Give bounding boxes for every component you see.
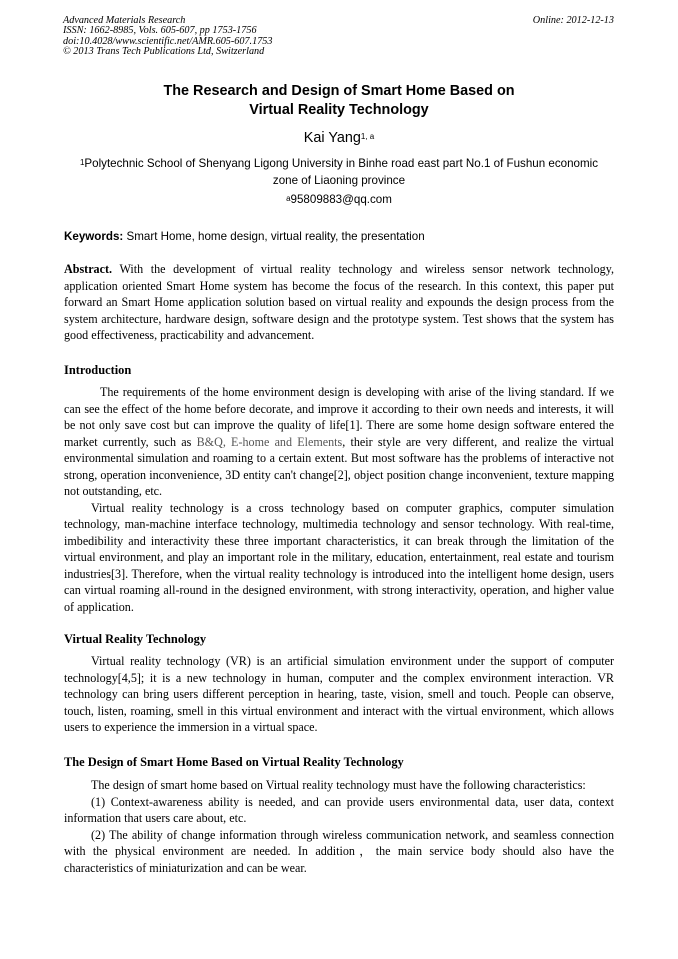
keywords-text: Smart Home, home design, virtual reality, the presentation: [126, 230, 425, 243]
affiliation-superscript: 1: [79, 158, 85, 167]
design-body: [64, 777, 614, 876]
intro-paragraph-2: Virtual reality technology is a cross technology based on computer graphics, computer simulation technology, man-machine interface technology, multimedia technology and sensor technology. With real-time, imbedibility and interactivity these three important characteristics, it can break through the limitation of the virtual environment, and play an important role in the military, education, entertainment, real estate and tourism industries[3]. Therefore, when the virtual reality technology is introduced into the intelligent home design, users can virtual roaming all-round in the designed environment, with strong interactivity, operation, and higher value of application.: [64, 500, 614, 614]
abstract-label: Abstract.: [64, 262, 113, 276]
section-heading-design: The Design of Smart Home Based on Virtual Reality Technology: [64, 755, 404, 769]
email-address: 95809883@qq.com: [290, 193, 392, 206]
author-superscript: 1, a: [360, 132, 375, 141]
intro-p1-products: B&Q, E-home and Elements: [196, 434, 343, 449]
abstract-text: With the development of virtual reality technology and wireless sensor network technology, application oriented Smart Home system has become the focus of the research. In this context, this paper put forward an Smart Home application solution based on virtual reality and expounds the design process from the system architecture, hardware design, software design and the prototype system. Test shows that the system has good effectiveness, practicability and advancement.: [64, 262, 615, 342]
affiliation: [70, 155, 608, 189]
abstract: [64, 261, 614, 344]
paper-title: [40, 82, 638, 120]
author-line: [40, 129, 638, 147]
journal-header: [63, 16, 272, 58]
title-line-1: The Research and Design of Smart Home Based on: [163, 83, 515, 99]
email-superscript: a: [286, 194, 291, 203]
online-date: Online: 2012-12-13: [532, 15, 614, 26]
author-name: Kai Yang: [303, 130, 361, 146]
intro-paragraph-1: [64, 384, 614, 500]
introduction-body: [64, 384, 614, 615]
intro-p1-text-a: The requirements of the home environment design is developing with arise of the living standard. If we can see the effect of the home before decorate, and improve it according to their own needs and interests, it will be not only save cost but can improve the quality of life[1]. There are some home design software entered the market currently, such as: [64, 385, 614, 449]
title-line-2: Virtual Reality Technology: [249, 102, 429, 118]
copyright-line: © 2013 Trans Tech Publications Ltd, Switzerland: [63, 46, 265, 58]
journal-name: Advanced Materials Research: [63, 15, 186, 26]
intro-p1-text-c: , their style are very different, and realize the virtual environmental simulation and roaming to a certain extent. But most software has the problems of interactive not strong, operation inconvenience, 3D entity can't change[2], object position change inconvenient, texture mapping not outstanding, etc.: [64, 434, 614, 498]
design-paragraph-1: The design of smart home based on Virtual reality technology must have the following characteristics:: [91, 778, 586, 792]
design-paragraph-3: (2) The ability of change information through wireless communication network, and seamless connection with the physical environment are needed. In addition，the main service body should also have the characteristics of miniaturization and can be wear.: [64, 827, 614, 875]
section-heading-vr: Virtual Reality Technology: [64, 632, 207, 646]
keywords: [64, 229, 624, 245]
vr-body: [64, 653, 614, 736]
doi-line: doi:10.4028/www.scientific.net/AMR.605-607.1753: [63, 35, 273, 47]
vr-paragraph-1: Virtual reality technology (VR) is an artificial simulation environment under the support of computer technology[4,5]; it is a new technology in human, computer and the complex environment interaction. VR technology can bring users different perception in hearing, taste, vision, smell and touch. People can observe, touch, listen, roaming, smell in this virtual environment and interact with the virtual environment, which allows users to experience the immersion in a virtual space.: [64, 654, 614, 734]
keywords-label: Keywords:: [64, 230, 124, 243]
issn-line: ISSN: 1662-8985, Vols. 605-607, pp 1753-1756: [63, 25, 257, 37]
design-paragraph-2: (1) Context-awareness ability is needed, and can provide users environmental data, user data, context information that users care about, etc.: [64, 794, 614, 825]
affiliation-text: Polytechnic School of Shenyang Ligong University in Binhe road east part No.1 of Fushun economic zone of Liaoning province: [84, 157, 599, 187]
email-line: [40, 192, 638, 208]
section-heading-introduction: Introduction: [64, 363, 132, 377]
